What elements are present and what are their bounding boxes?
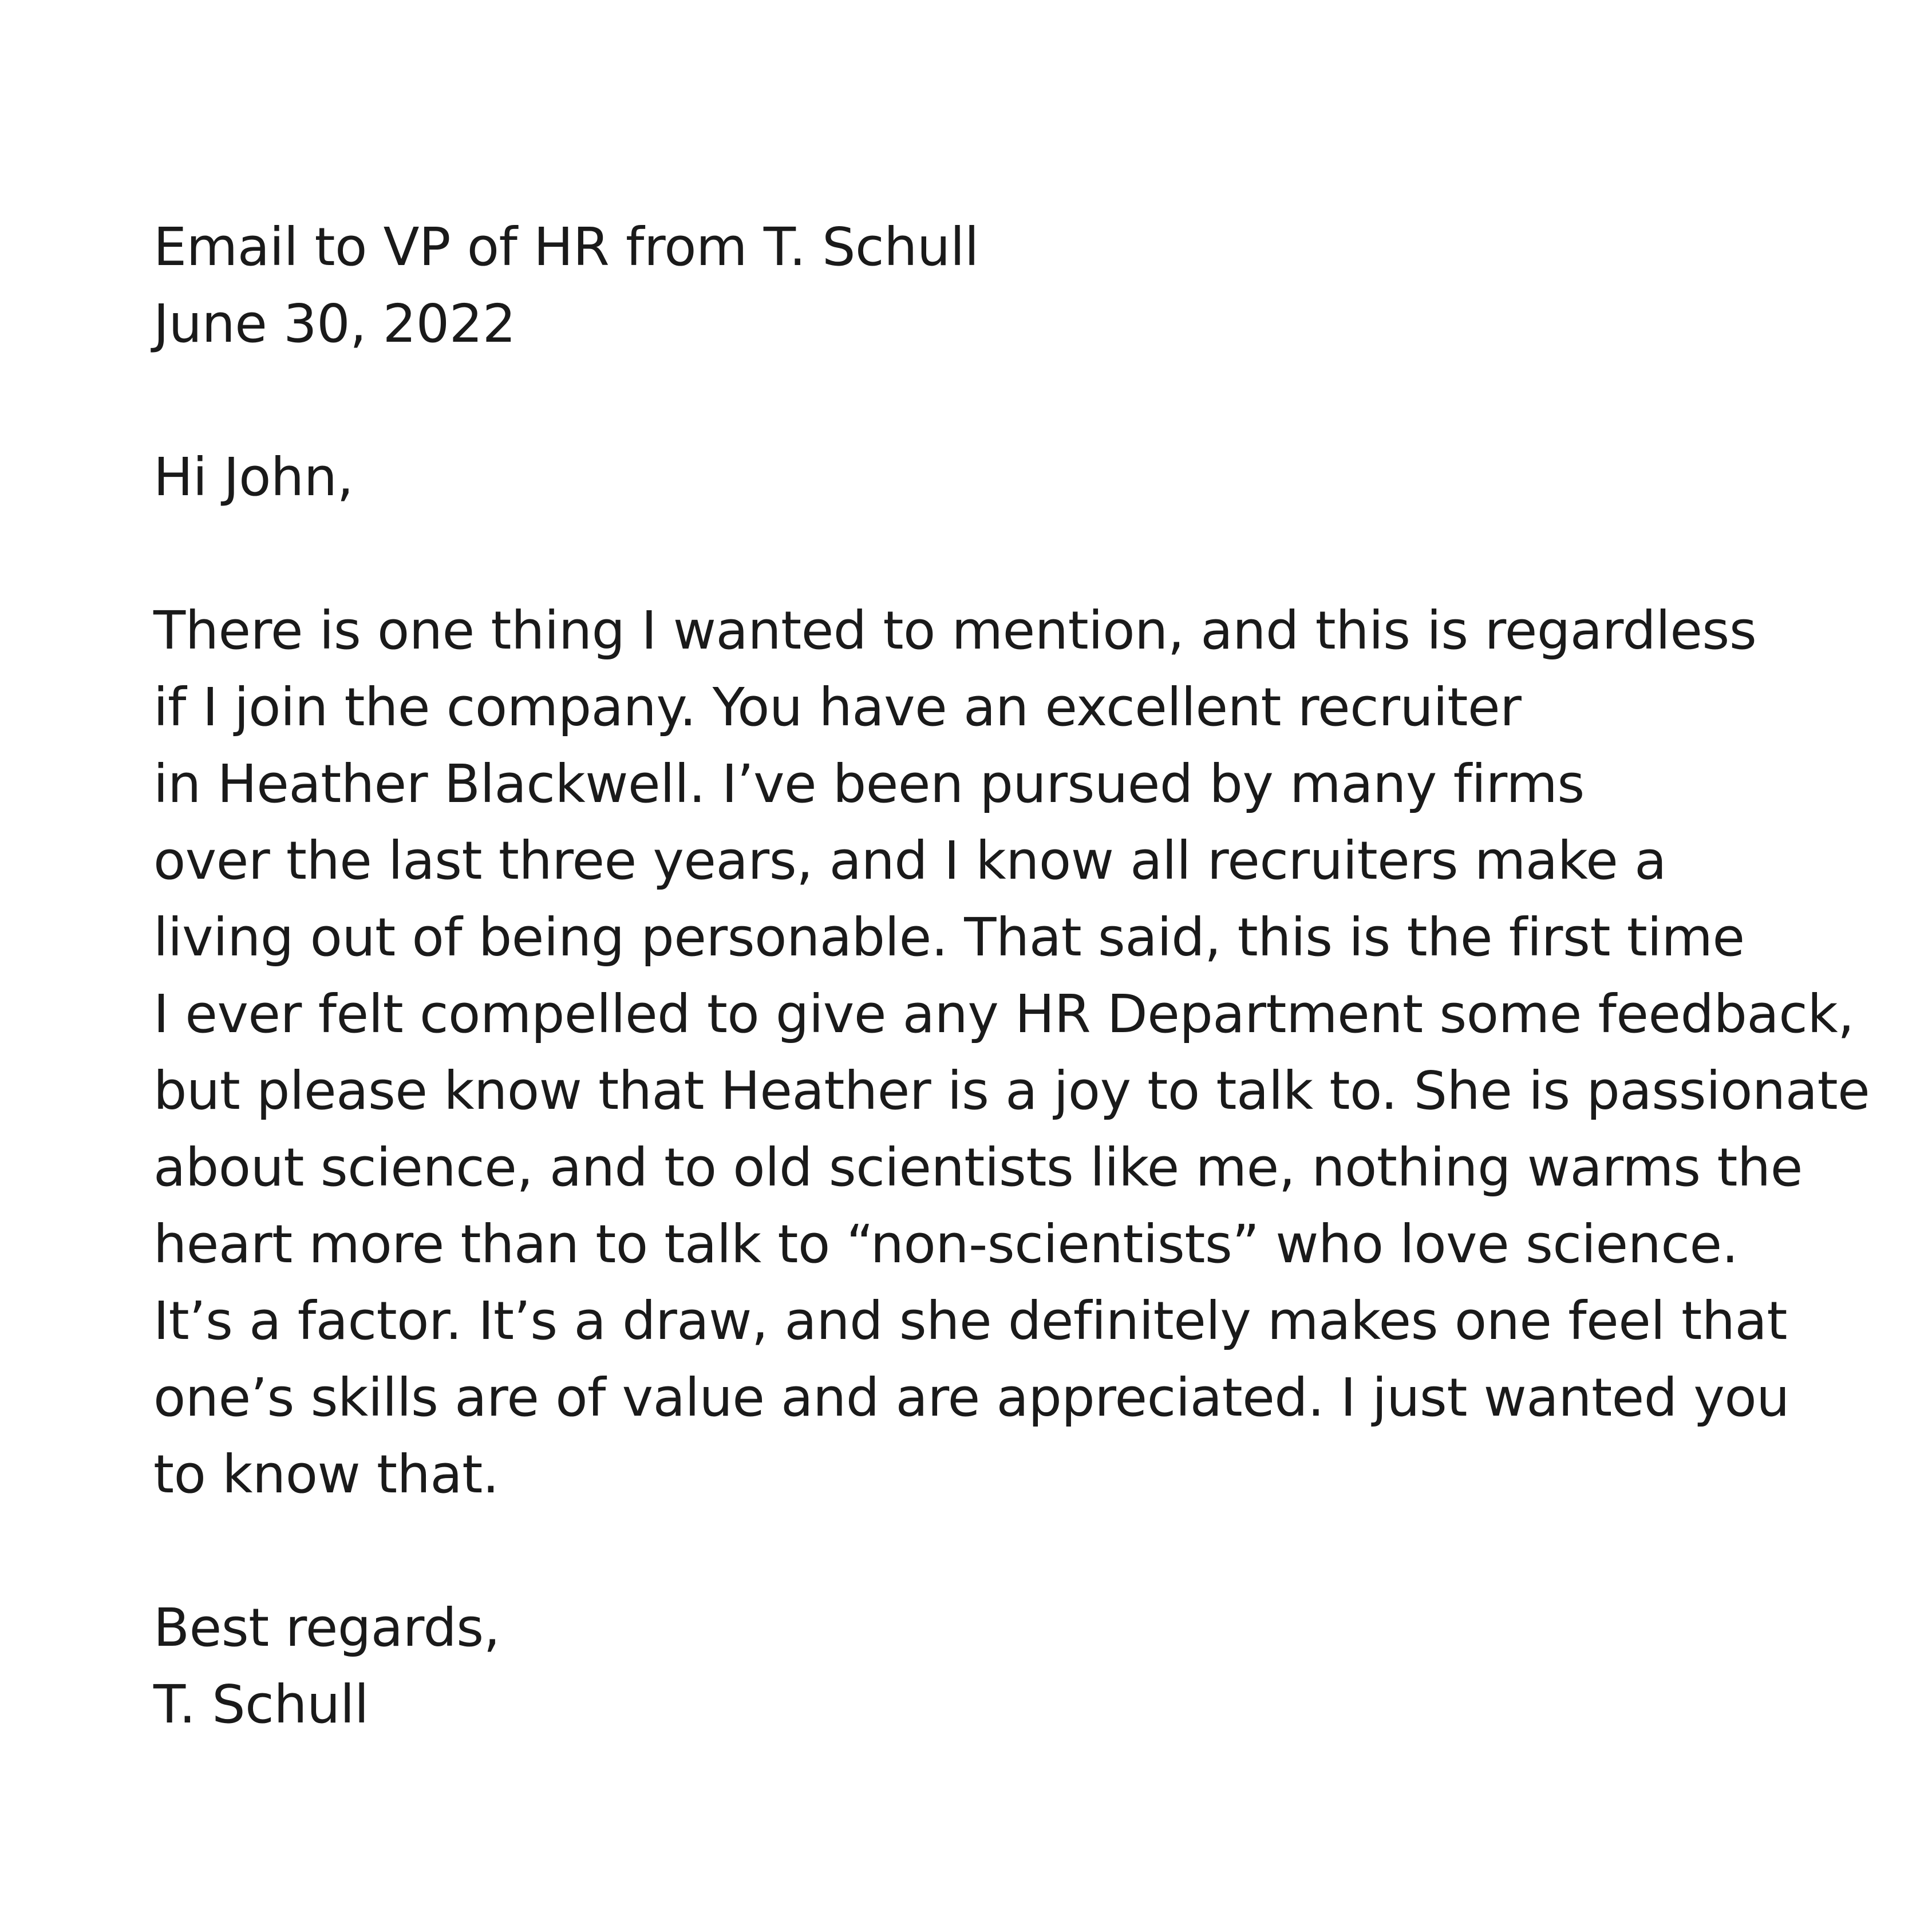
body-line: if I join the company. You have an excellent recruiter (153, 677, 1522, 738)
body-paragraph (153, 592, 1871, 1513)
body-line: about science, and to old scientists like me, nothing warms the (153, 1137, 1803, 1198)
email-subject-line: Email to VP of HR from T. Schull (153, 216, 979, 278)
spacer (153, 516, 1871, 592)
spacer (153, 1513, 1871, 1590)
greeting: Hi John, (153, 447, 354, 508)
spacer (153, 362, 1871, 439)
body-line: There is one thing I wanted to mention, and this is regardless (153, 600, 1757, 661)
body-line: one’s skills are of value and are appreciated. I just wanted you (153, 1367, 1789, 1428)
body-line: to know that. (153, 1444, 499, 1505)
signature: T. Schull (153, 1674, 369, 1735)
body-line: in Heather Blackwell. I’ve been pursued by many firms (153, 753, 1585, 815)
body-line: but please know that Heather is a joy to talk to. She is passionate (153, 1060, 1870, 1121)
email-letter (153, 209, 1871, 1743)
email-date: June 30, 2022 (153, 293, 516, 354)
body-line: heart more than to talk to “non-scientists” who love science. (153, 1214, 1739, 1275)
body-line: over the last three years, and I know all recruiters make a (153, 830, 1666, 891)
closing: Best regards, (153, 1597, 500, 1658)
body-line: living out of being personable. That said, this is the first time (153, 907, 1745, 968)
body-line: It’s a factor. It’s a draw, and she definitely makes one feel that (153, 1290, 1787, 1352)
body-line: I ever felt compelled to give any HR Department some feedback, (153, 983, 1854, 1045)
